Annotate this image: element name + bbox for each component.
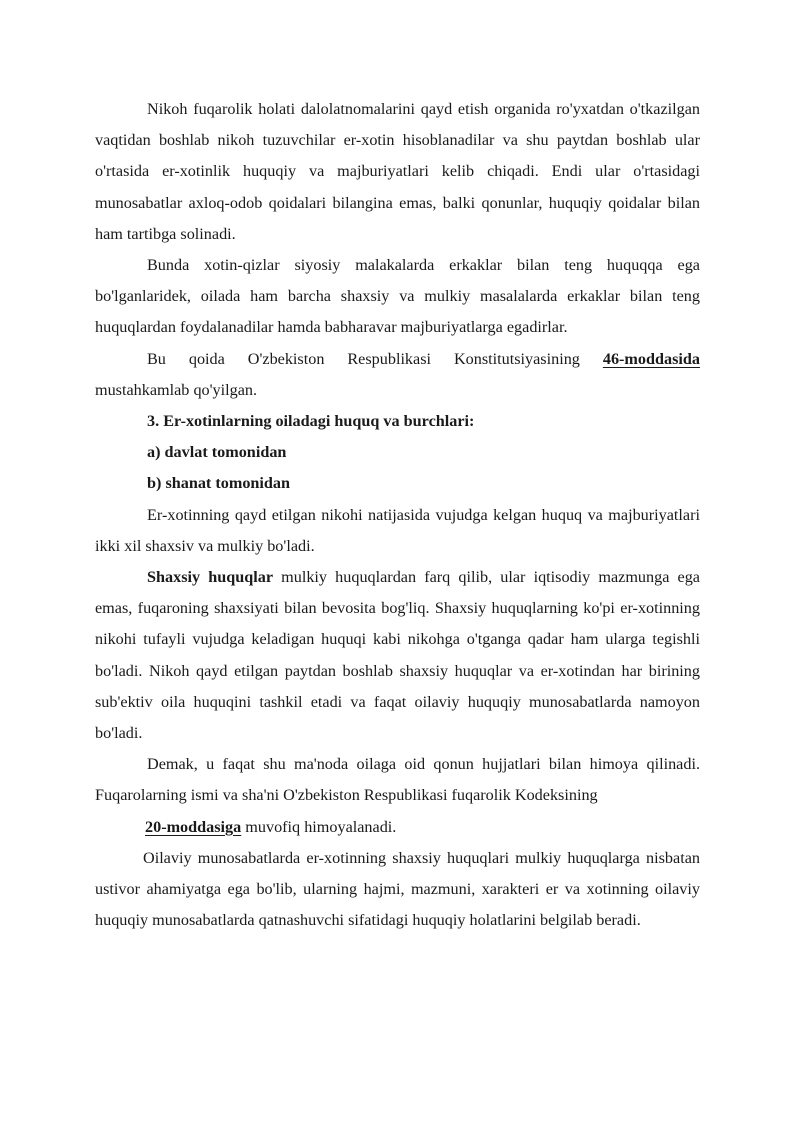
paragraph-rights-types: Er-xotinning qayd etilgan nikohi natijasida vujudga kelgan huquq va majburiyatlari ikki xil shaxsiv va mulkiy bo'ladi. bbox=[95, 505, 700, 555]
list-item-a: a) davlat tomonidan bbox=[147, 443, 287, 462]
paragraph-article-20 bbox=[95, 812, 700, 843]
paragraph-personal-rights bbox=[95, 562, 700, 749]
paragraph-marriage-registration: Nikoh fuqarolik holati dalolatnomalarini qayd etish organida ro'yxatdan o'tkazilgan vaqtidan boshlab nikoh tuzuvchilar er-xotin hisoblanadilar va shu paytdan boshlab ular o'rtasida er-xotinlik huquqiy va majburiyatlari kelib chiqadi. Endi ular o'rtasidagi munosabatlar axloq-odob qoidalari bilangina emas, balki qonunlar, huquqiy qoidalar bilan ham tartibga solinadi. bbox=[95, 100, 700, 243]
paragraph-legal-protection: Demak, u faqat shu ma'noda oilaga oid qonun hujjatlari bilan himoya qilinadi. Fuqarolarning ismi va sha'ni O'zbekiston Respublikasi fuqarolik Kodeksining bbox=[95, 755, 700, 805]
constitution-text-after: mustahkamlab qo'yilgan. bbox=[95, 380, 258, 399]
list-item-b: b) shanat tomonidan bbox=[147, 474, 291, 493]
paragraph-priority-of-rights: Oilaviy munosabatlarda er-xotinning shaxsiy huquqlari mulkiy huquqlarga nisbatan ustivor ahamiyatga ega bo'lib, ularning hajmi, mazmuni, xarakteri er va xotinning oilaviy huquqiy munosabatlarda qatnashuvchi sifatidagi huquqiy holatlarini belgilab beradi. bbox=[95, 848, 700, 930]
constitution-text-before: Bu qoida O'zbekiston Respublikasi Konstitutsiyasining bbox=[147, 349, 603, 368]
paragraph-constitution-reference bbox=[95, 344, 700, 406]
personal-rights-term: Shaxsiy huquqlar bbox=[147, 568, 274, 587]
section-heading: 3. Er-xotinlarning oiladagi huquq va burchlari: bbox=[147, 412, 475, 431]
article-20-link[interactable]: 20-moddasiga bbox=[145, 817, 242, 836]
article-46-link[interactable]: 46-moddasida bbox=[602, 349, 700, 368]
document-page bbox=[95, 94, 700, 936]
personal-rights-text: mulkiy huquqlardan farq qilib, ular iqtisodiy mazmunga ega emas, fuqaroning shaxsiyati bilan bevosita bog'liq. Shaxsiy huquqlarning ko'pi er-xotinning nikohi tufayli vujudga keladigan huquqi kabi nikohga o'tganga qadar ham ularga tegishli bo'ladi. Nikoh qayd etilgan paytdan boshlab shaxsiy huquqlar va er-xotindan har birining sub'ektiv oila huquqini tashkil etadi va faqat oilaviy huquqiy munosabatlarda namoyon bo'ladi. bbox=[95, 568, 700, 743]
article-20-text: muvofiq himoyalanadi. bbox=[241, 817, 397, 836]
paragraph-gender-equality: Bunda xotin-qizlar siyosiy malakalarda erkaklar bilan teng huquqqa ega bo'lganlaridek, oilada ham barcha shaxsiy va mulkiy masalalarda erkaklar bilan teng huquqlardan foydalanadilar hamda babharavar majburiyatlarga egadirlar. bbox=[95, 256, 700, 337]
